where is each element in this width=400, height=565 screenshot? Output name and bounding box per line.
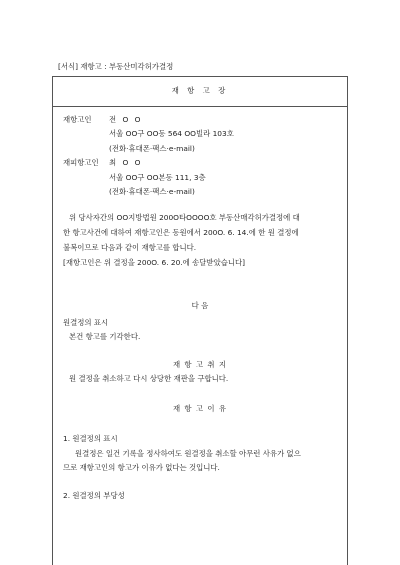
- appellant-contact: (전화·휴대폰·팩스·e-mail): [109, 144, 195, 153]
- intro-line-4: [재항고인은 위 결정을 200O. 6. 20.에 송달받았습니다]: [63, 258, 246, 267]
- purpose-text: 원 결정을 취소하고 다시 상당한 재판을 구합니다.: [69, 374, 229, 383]
- da-eum-heading: 다 음: [191, 301, 209, 310]
- appellant-address: 서울 OO구 OO동 564 OO빌라 103호: [109, 129, 234, 138]
- respondent-address: 서울 OO구 OO본동 111, 3층: [109, 173, 206, 182]
- respondent-contact: (전화·휴대폰·팩스·e-mail): [109, 187, 195, 196]
- original-decision-heading: 원결정의 표시: [63, 318, 109, 327]
- intro-line-3: 불복이므로 다음과 같이 재항고를 합니다.: [63, 243, 197, 252]
- reason-1-heading: 1. 원결정의 표시: [63, 434, 118, 443]
- appellant-label: 재항고인: [63, 115, 92, 124]
- reasons-heading: 재 항 고 이 유: [172, 404, 228, 413]
- reason-1-line-1: 원결정은 일건 기록을 정사하여도 원결정을 취소할 아무런 사유가 없으: [75, 449, 301, 458]
- intro-line-2: 한 항고사건에 대하여 재항고인은 동원에서 200O. 6. 14.에 한 원 결정에: [63, 228, 299, 237]
- intro-line-1: 위 당사자간의 OO지방법원 200O타OOOO호 부동산매각허가결정에 대: [69, 213, 300, 222]
- respondent-name: 최 O O: [109, 158, 143, 167]
- title-divider: [52, 106, 348, 107]
- document-title: 재 항 고 장: [171, 86, 229, 95]
- respondent-label: 재피항고인: [63, 158, 99, 167]
- document-header: [서식] 재항고 : 부동산미각허가결정: [58, 62, 174, 71]
- original-decision-text: 본건 항고를 기각한다.: [69, 332, 141, 341]
- reason-1-line-2: 므로 재항고인의 항고가 이유가 없다는 것입니다.: [63, 463, 220, 472]
- appellant-name: 전 O O: [109, 115, 143, 124]
- purpose-heading: 재 항 고 취 지: [172, 360, 228, 369]
- reason-2-heading: 2. 원결정의 부당성: [63, 491, 125, 500]
